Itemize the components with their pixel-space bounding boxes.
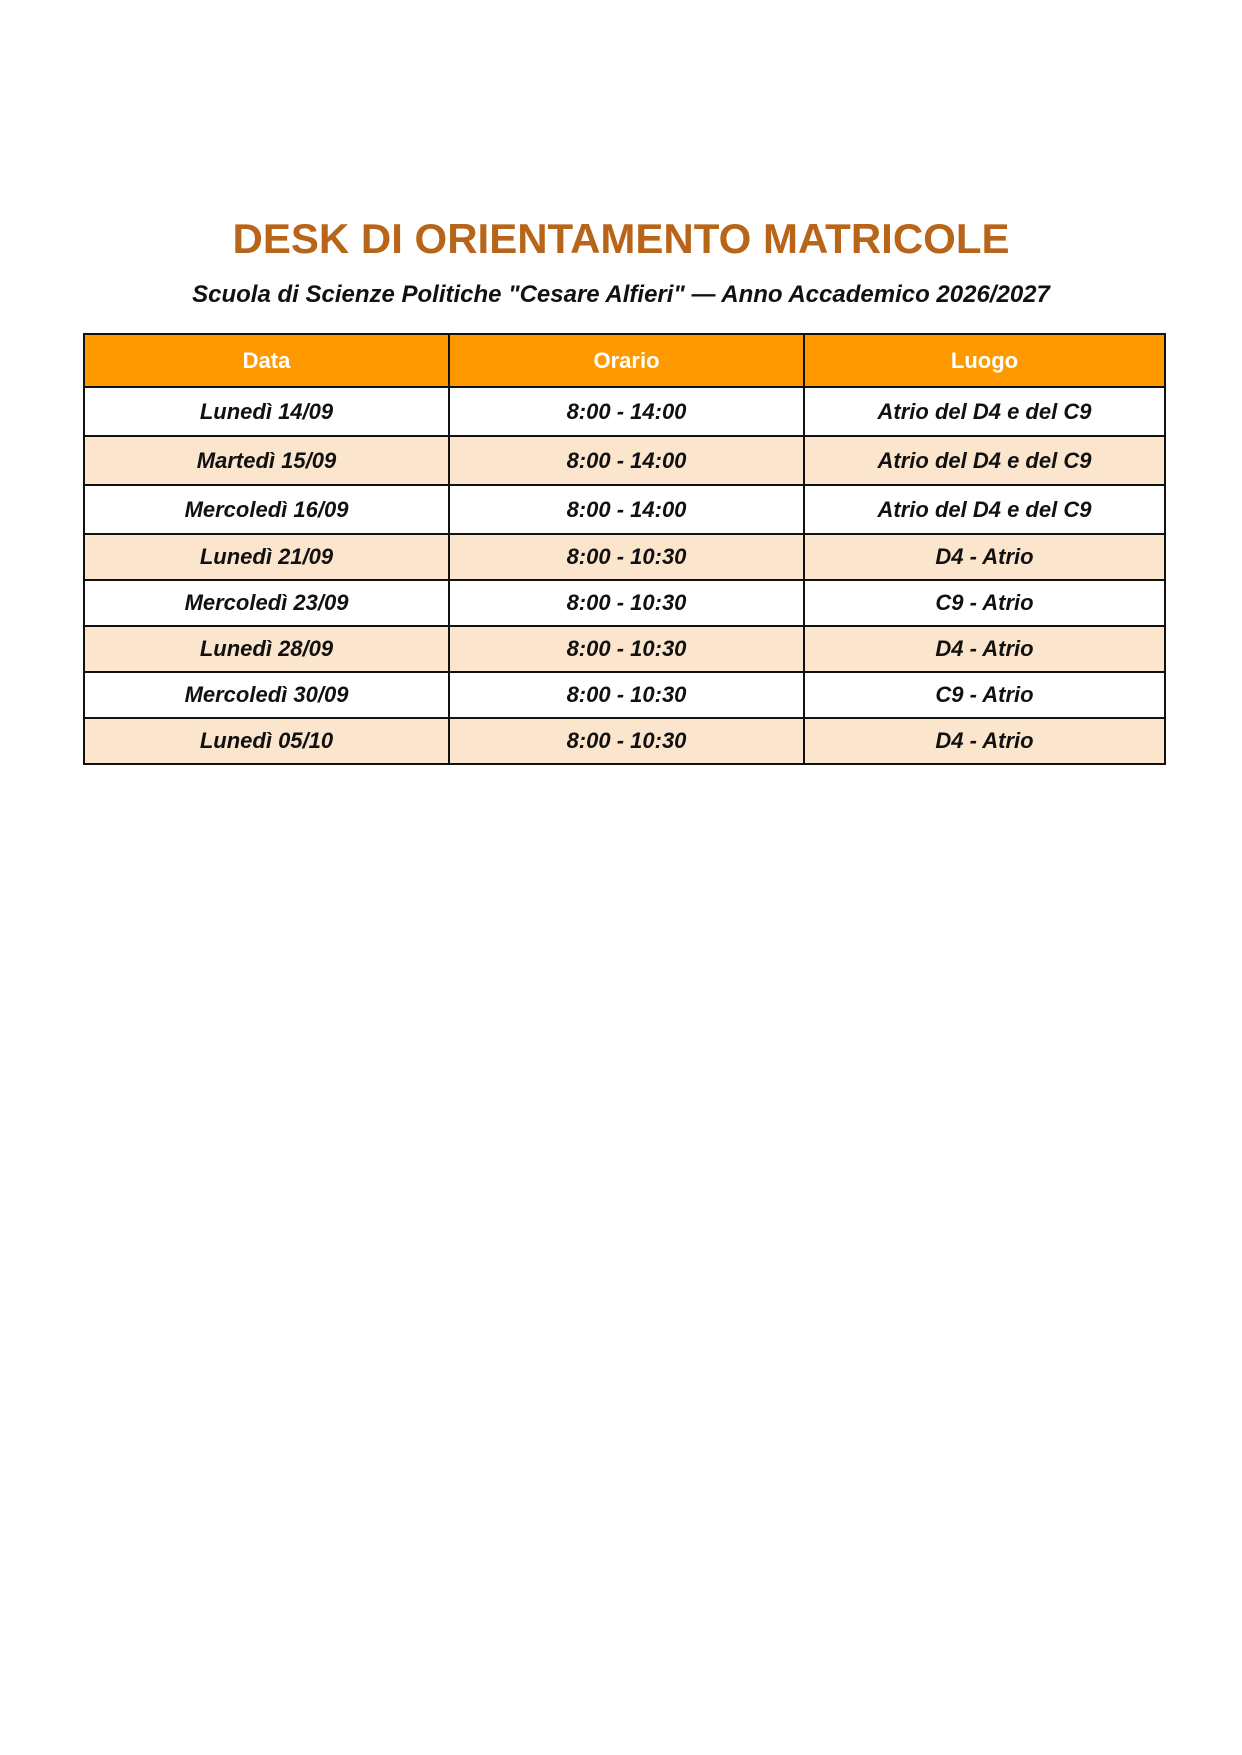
page-title: DESK DI ORIENTAMENTO MATRICOLE bbox=[232, 215, 1010, 262]
cell-luogo: Atrio del D4 e del C9 bbox=[804, 387, 1165, 436]
header-orario: Orario bbox=[449, 334, 804, 387]
cell-orario: 8:00 - 10:30 bbox=[449, 672, 804, 718]
cell-orario: 8:00 - 10:30 bbox=[449, 718, 804, 764]
table-row bbox=[84, 436, 1165, 485]
header-luogo: Luogo bbox=[804, 334, 1165, 387]
table-row bbox=[84, 580, 1165, 626]
cell-luogo: Atrio del D4 e del C9 bbox=[804, 485, 1165, 534]
cell-data: Lunedì 14/09 bbox=[84, 387, 449, 436]
cell-data: Martedì 15/09 bbox=[84, 436, 449, 485]
cell-luogo: C9 - Atrio bbox=[804, 672, 1165, 718]
cell-orario: 8:00 - 14:00 bbox=[449, 387, 804, 436]
cell-data: Lunedì 05/10 bbox=[84, 718, 449, 764]
table-row bbox=[84, 387, 1165, 436]
cell-luogo: C9 - Atrio bbox=[804, 580, 1165, 626]
cell-orario: 8:00 - 14:00 bbox=[449, 436, 804, 485]
cell-data: Mercoledì 16/09 bbox=[84, 485, 449, 534]
table-row bbox=[84, 672, 1165, 718]
cell-luogo: D4 - Atrio bbox=[804, 534, 1165, 580]
cell-orario: 8:00 - 10:30 bbox=[449, 580, 804, 626]
cell-data: Lunedì 28/09 bbox=[84, 626, 449, 672]
cell-orario: 8:00 - 10:30 bbox=[449, 626, 804, 672]
table-row bbox=[84, 485, 1165, 534]
cell-data: Lunedì 21/09 bbox=[84, 534, 449, 580]
cell-orario: 8:00 - 14:00 bbox=[449, 485, 804, 534]
table-row bbox=[84, 626, 1165, 672]
cell-luogo: D4 - Atrio bbox=[804, 718, 1165, 764]
cell-data: Mercoledì 23/09 bbox=[84, 580, 449, 626]
table-row bbox=[84, 718, 1165, 764]
table-row bbox=[84, 534, 1165, 580]
header-data: Data bbox=[84, 334, 449, 387]
cell-data: Mercoledì 30/09 bbox=[84, 672, 449, 718]
table-header-row bbox=[84, 334, 1165, 387]
cell-orario: 8:00 - 10:30 bbox=[449, 534, 804, 580]
cell-luogo: D4 - Atrio bbox=[804, 626, 1165, 672]
page-subtitle: Scuola di Scienze Politiche "Cesare Alfieri" — Anno Accademico 2026/2027 bbox=[192, 281, 1050, 308]
schedule-table bbox=[83, 333, 1166, 765]
cell-luogo: Atrio del D4 e del C9 bbox=[804, 436, 1165, 485]
